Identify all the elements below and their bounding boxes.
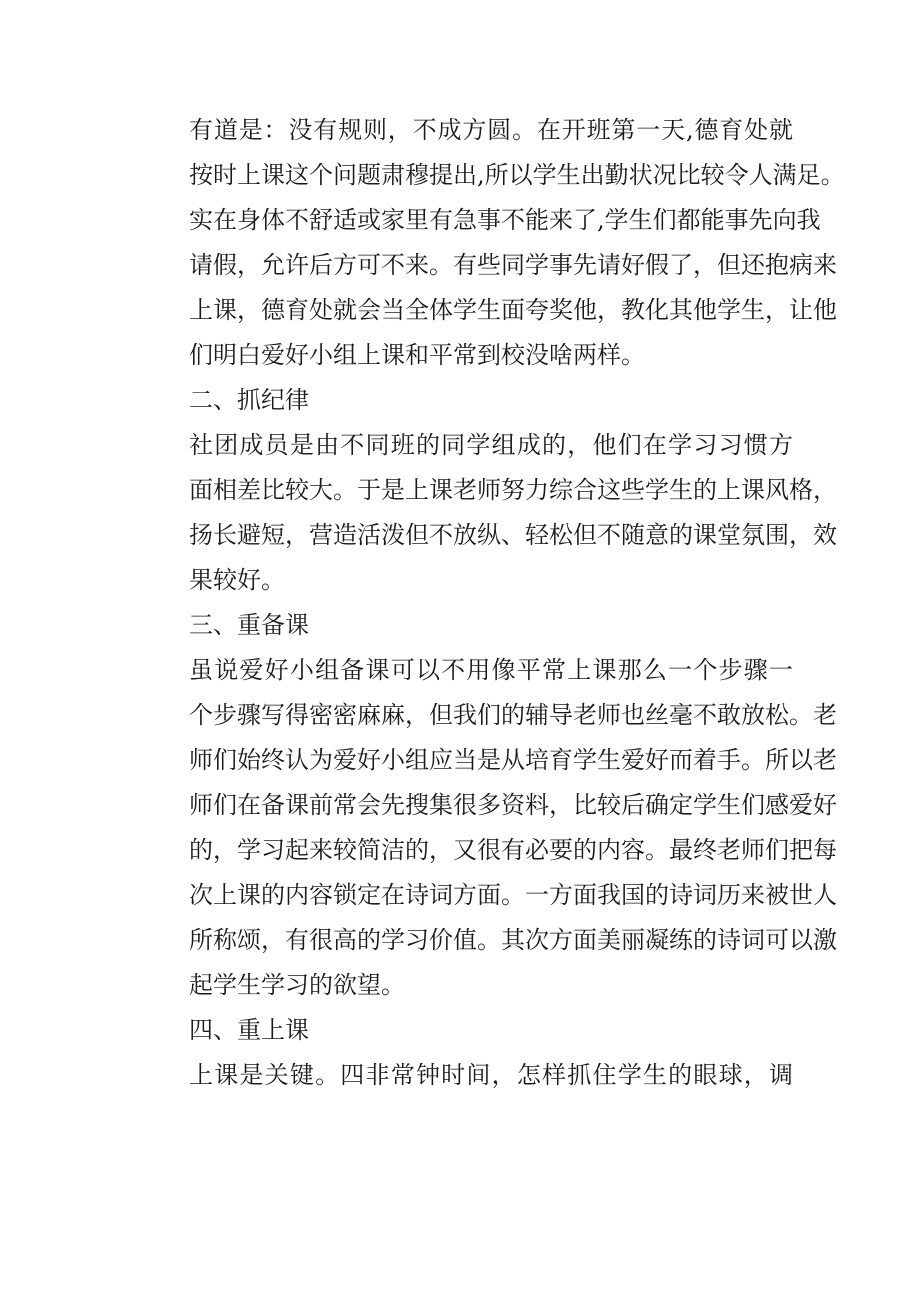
text-line: 按时上课这个问题肃穆提出,所以学生出勤状况比较令人满足。 bbox=[189, 161, 845, 189]
text-line: 有道是：没有规则，不成方圆。在开班第一天,德育处就 bbox=[189, 116, 793, 144]
text-line: 师们始终认为爱好小组应当是从培育学生爱好而着手。所以老 bbox=[189, 746, 837, 774]
text-line: 师们在备课前常会先搜集很多资料，比较后确定学生们感爱好 bbox=[189, 791, 837, 819]
text-line: 的，学习起来较简洁的，又很有必要的内容。最终老师们把每 bbox=[189, 836, 837, 864]
section-heading-teaching: 四、重上课 bbox=[189, 1016, 309, 1044]
document-body bbox=[133, 108, 845, 1098]
section-heading-discipline: 二、抓纪律 bbox=[189, 386, 309, 414]
paragraph-teaching bbox=[133, 1053, 793, 1098]
paragraph-attendance bbox=[133, 108, 845, 378]
text-line: 们明白爱好小组上课和平常到校没啥两样。 bbox=[189, 341, 645, 369]
section-heading-lesson-prep: 三、重备课 bbox=[189, 611, 309, 639]
text-line: 扬长避短，营造活泼但不放纵、轻松但不随意的课堂氛围，效 bbox=[189, 521, 837, 549]
text-line: 虽说爱好小组备课可以不用像平常上课那么一个步骤一 bbox=[189, 656, 793, 684]
text-line: 次上课的内容锁定在诗词方面。一方面我国的诗词历来被世人 bbox=[189, 881, 837, 909]
text-line: 实在身体不舒适或家里有急事不能来了,学生们都能事先向我 bbox=[189, 206, 821, 234]
text-line: 所称颂，有很高的学习价值。其次方面美丽凝练的诗词可以激 bbox=[189, 926, 837, 954]
paragraph-discipline bbox=[133, 423, 837, 603]
paragraph-lesson-prep bbox=[133, 648, 837, 1008]
text-line: 请假，允许后方可不来。有些同学事先请好假了，但还抱病来 bbox=[189, 251, 837, 279]
text-line: 个步骤写得密密麻麻，但我们的辅导老师也丝毫不敢放松。老 bbox=[189, 701, 837, 729]
text-line: 社团成员是由不同班的同学组成的，他们在学习习惯方 bbox=[189, 431, 793, 459]
text-line: 上课是关键。四非常钟时间，怎样抓住学生的眼球，调 bbox=[189, 1061, 793, 1089]
text-line: 起学生学习的欲望。 bbox=[189, 971, 405, 999]
text-line: 果较好。 bbox=[189, 566, 285, 594]
text-line: 面相差比较大。于是上课老师努力综合这些学生的上课风格， bbox=[189, 476, 837, 504]
text-line: 上课，德育处就会当全体学生面夸奖他，教化其他学生，让他 bbox=[189, 296, 837, 324]
